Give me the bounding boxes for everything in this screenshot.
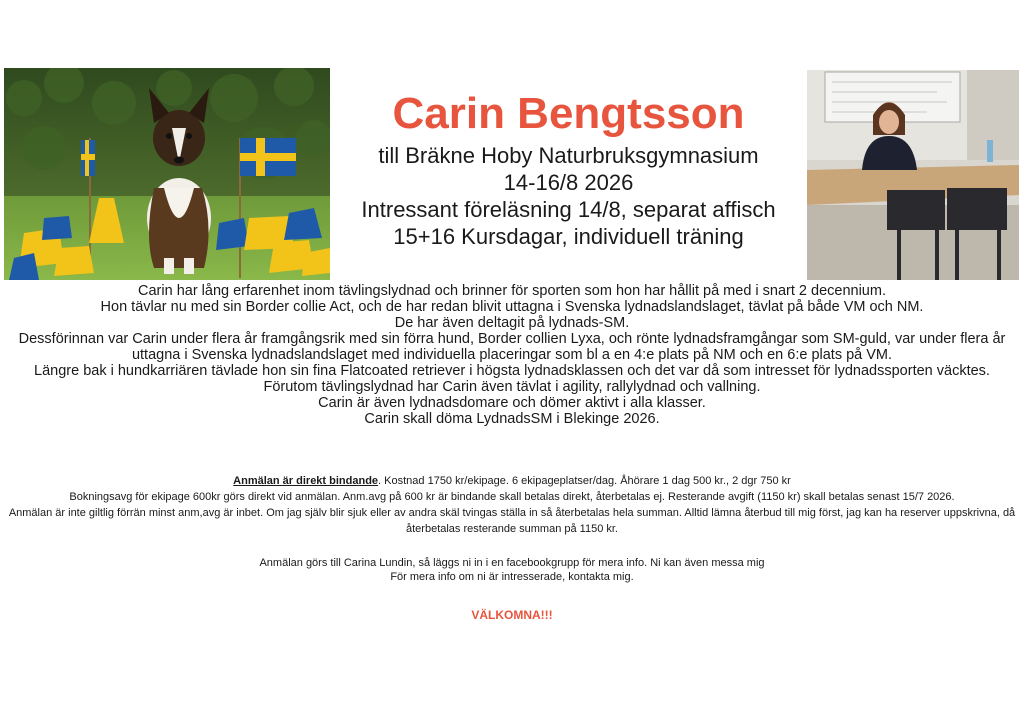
bio-line: Dessförinnan var Carin under flera år framgångsrik med sin förra hund, Border collien Lyxa, och rönte lydnadsframgångar som SM-guld, var under flera år uttagna i Svenska lydnadslandslaget med individuella placeringar som bl a en 4:e plats på NM och en 6:e plats på VM. bbox=[18, 331, 1006, 363]
page-title: Carin Bengtsson bbox=[392, 89, 745, 138]
signup-line-2: Bokningsavg för ekipage 600kr görs direkt vid anmälan. Anm.avg på 600 kr är bindande skall betalas direkt, återbetalas ej. Resterande avgift (1150 kr) skall betalas senast 15/7 2026. bbox=[69, 491, 955, 503]
signup-line-1 bbox=[8, 473, 1016, 489]
binding-notice: Anmälan är direkt bindande bbox=[233, 475, 379, 487]
date-line: 14-16/8 2026 bbox=[503, 170, 634, 195]
carin-photo-graphic bbox=[807, 70, 1019, 280]
welcome-text: VÄLKOMNA!!! bbox=[471, 608, 553, 622]
course-days-line: 15+16 Kursdagar, individuell träning bbox=[393, 224, 744, 249]
bio-line: Carin är även lydnadsdomare och dömer aktivt i alla klasser. bbox=[318, 395, 706, 411]
bio-line: Hon tävlar nu med sin Border collie Act, och de har redan blivit uttagna i Svenska lydnadslandslaget, tävlat på både VM och NM. bbox=[100, 299, 924, 315]
bio-line: Förutom tävlingslydnad har Carin även tävlat i agility, rallylydnad och vallning. bbox=[263, 379, 761, 395]
lecture-line: Intressant föreläsning 14/8, separat affisch bbox=[361, 197, 776, 222]
bio-line: Längre bak i hundkarriären tävlade hon sin fina Flatcoated retriever i högsta lydnadsklassen och det var då som intresset för lydnadssporten väcktes. bbox=[34, 363, 990, 379]
signup-line-3: Anmälan är inte giltlig förrän minst anm,avg är inbet. Om jag själv blir sjuk eller av andra skäl tvingas ställa in så återbetalas hela summan. Alltid lämna återbud till mig först, jag kan ha reserver uppskrivna, då återbetalas resterande summan på 1150 kr. bbox=[8, 507, 1016, 535]
bio-line: Carin har lång erfarenhet inom tävlingslydnad och brinner för sporten som hon har hållit på med i snart 2 decennium. bbox=[138, 283, 886, 299]
signup-terms bbox=[8, 473, 1016, 537]
dog-photo bbox=[4, 68, 330, 280]
dog-photo-graphic bbox=[4, 68, 330, 280]
contact-info bbox=[8, 556, 1016, 584]
carin-photo bbox=[807, 70, 1019, 280]
bio-line: De har även deltagit på lydnads-SM. bbox=[394, 315, 630, 331]
bio-line: Carin skall döma LydnadsSM i Blekinge 2026. bbox=[364, 411, 660, 427]
bio-section bbox=[8, 283, 1016, 427]
cost-text: . Kostnad 1750 kr/ekipage. 6 ekipageplatser/dag. Åhörare 1 dag 500 kr., 2 dgr 750 kr bbox=[378, 475, 791, 487]
venue-line: till Bräkne Hoby Naturbruksgymnasium bbox=[378, 143, 759, 168]
contact-line-1: Anmälan görs till Carina Lundin, så läggs ni in i en facebookgrupp för mera info. Ni kan även messa mig bbox=[259, 557, 765, 569]
event-details bbox=[330, 142, 807, 250]
contact-line-2: För mera info om ni är intresserade, kontakta mig. bbox=[390, 571, 634, 583]
